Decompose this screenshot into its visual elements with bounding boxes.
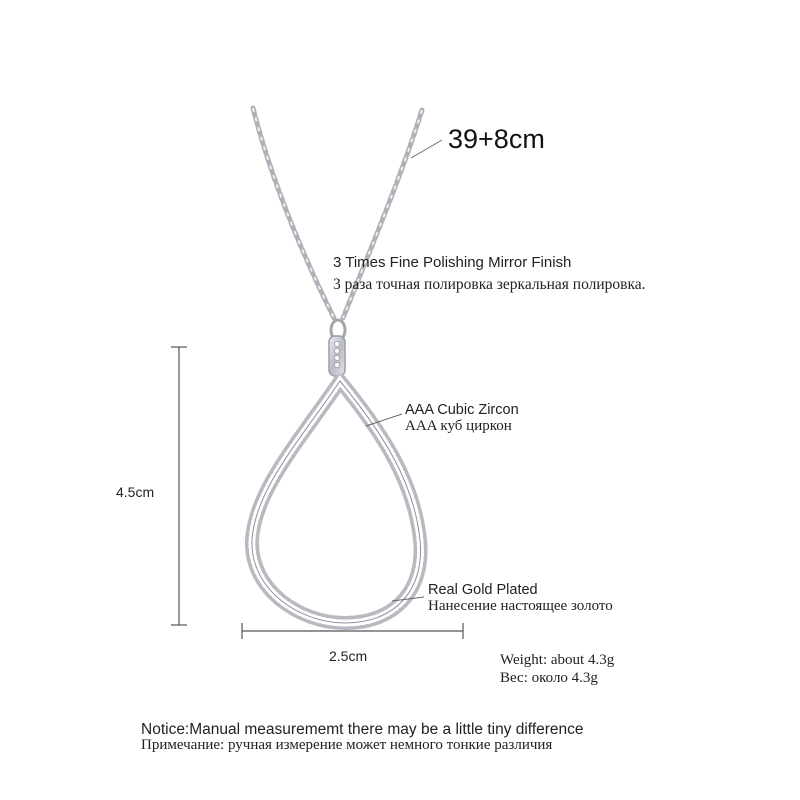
- annotation-lines: [366, 140, 442, 601]
- weight-label-en: Weight: about 4.3g: [500, 652, 615, 668]
- notice-text-ru: Примечание: ручная измерение может немного тонкие различия: [141, 737, 553, 753]
- height-label: 4.5cm: [116, 484, 155, 500]
- polish-label-en: 3 Times Fine Polishing Mirror Finish: [333, 254, 572, 271]
- gold-label-ru: Нанесение настоящее золото: [428, 598, 613, 614]
- width-label: 2.5cm: [329, 648, 368, 664]
- teardrop-pendant: [252, 381, 421, 623]
- zircon-label-en: AAA Cubic Zircon: [405, 402, 519, 418]
- weight-label-ru: Вес: около 4.3g: [500, 670, 598, 686]
- gold-label-en: Real Gold Plated: [428, 582, 538, 598]
- zircon-label-ru: AAA куб циркон: [405, 418, 512, 434]
- chain-length-label: 39+8cm: [448, 124, 545, 154]
- notice-text-en: Notice:Manual measurememt there may be a little tiny difference: [141, 721, 584, 738]
- polish-label-ru: 3 раза точная полировка зеркальная полировка.: [333, 276, 646, 293]
- height-dimension-line: [171, 347, 187, 625]
- pendant-bail: [329, 320, 345, 376]
